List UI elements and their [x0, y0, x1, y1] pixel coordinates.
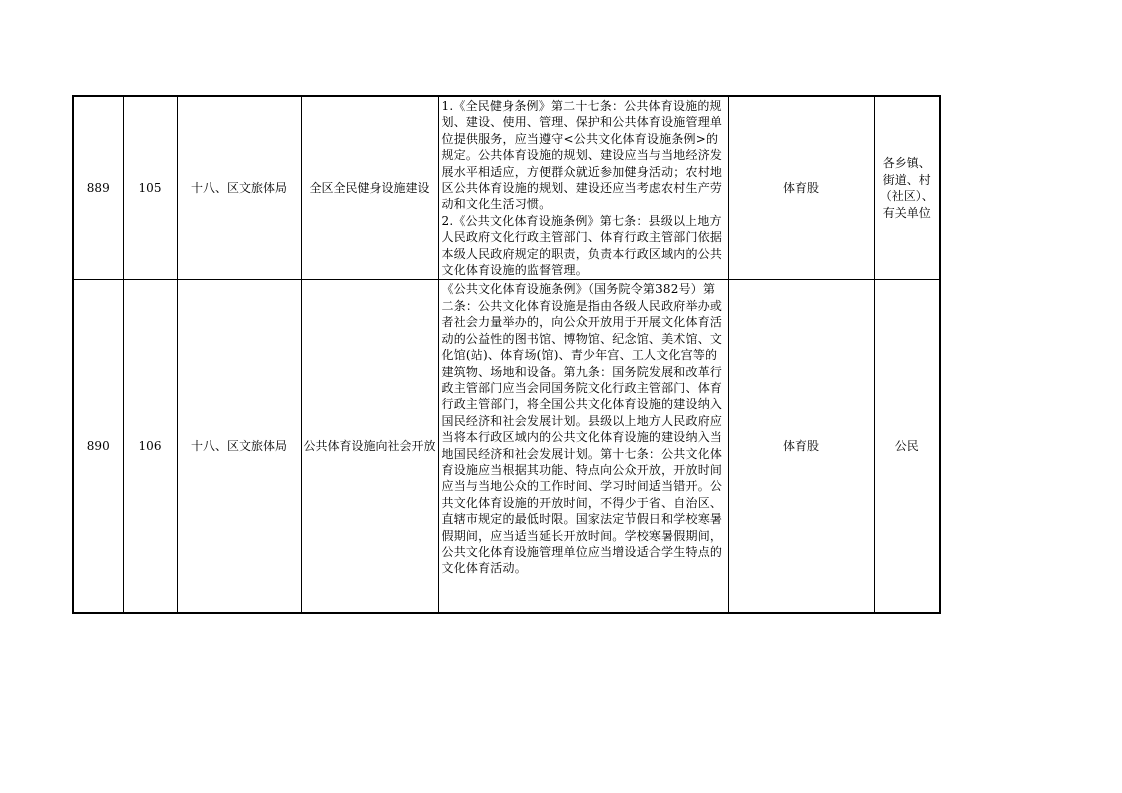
responsibility-table: [72, 95, 941, 614]
sub-seq-cell: 106: [123, 280, 177, 613]
table-row: [73, 96, 940, 280]
target-cell: 各乡镇、街道、村（社区）、有关单位: [874, 96, 940, 280]
basis-cell: 1.《全民健身条例》第二十七条：公共体育设施的规划、建设、使用、管理、保护和公共体育设施管理单位提供服务，应当遵守<公共文化体育设施条例>的规定。公共体育设施的规划、建设应当与当地经济发展水平相适应，方便群众就近参加健身活动；农村地区公共体育设施的规划、建设还应当考虑农村生产劳动和文化生活习惯。 2.《公共文化体育设施条例》第七条：县级以上地方人民政府文化行政主管部门、体育行政主管部门依据本级人民政府规定的职责，负责本行政区域内的公共文化体育设施的监督管理。: [438, 96, 728, 280]
department-cell: 十八、区文旅体局: [177, 96, 301, 280]
sub-seq-cell: 105: [123, 96, 177, 280]
seq-cell: 890: [73, 280, 123, 613]
responsible-unit-cell: 体育股: [728, 280, 874, 613]
target-cell: 公民: [874, 280, 940, 613]
department-cell: 十八、区文旅体局: [177, 280, 301, 613]
item-name-cell: 公共体育设施向社会开放: [301, 280, 438, 613]
table-row: [73, 280, 940, 613]
responsible-unit-cell: 体育股: [728, 96, 874, 280]
item-name-cell: 全区全民健身设施建设: [301, 96, 438, 280]
basis-cell: 《公共文化体育设施条例》（国务院令第382号）第二条：公共文化体育设施是指由各级人民政府举办或者社会力量举办的，向公众开放用于开展文化体育活动的公益性的图书馆、博物馆、纪念馆、美术馆、文化馆(站)、体育场(馆)、青少年宫、工人文化宫等的建筑物、场地和设备。第九条：国务院发展和改革行政主管部门应当会同国务院文化行政主管部门、体育行政主管部门，将全国公共文化体育设施的建设纳入国民经济和社会发展计划。县级以上地方人民政府应当将本行政区域内的公共文化体育设施的建设纳入当地国民经济和社会发展计划。第十七条：公共文化体育设施应当根据其功能、特点向公众开放，开放时间应当与当地公众的工作时间、学习时间适当错开。公共文化体育设施的开放时间，不得少于省、自治区、直辖市规定的最低时限。国家法定节假日和学校寒暑假期间，应当适当延长开放时间。学校寒暑假期间，公共文化体育设施管理单位应当增设适合学生特点的文化体育活动。: [438, 280, 728, 613]
seq-cell: 889: [73, 96, 123, 280]
